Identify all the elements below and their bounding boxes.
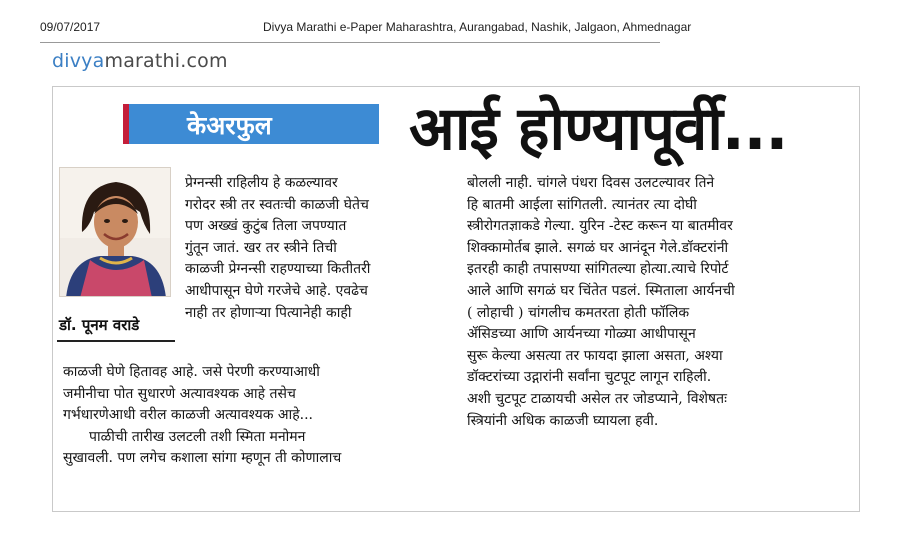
column-1-top <box>185 173 471 324</box>
text-line: हि बातमी आईला सांगितली. त्यानंतर त्या दोघी <box>467 196 697 213</box>
article-headline: आई होण्यापूर्वी... <box>409 94 788 164</box>
text-line: स्त्रियांनी अधिक काळजी घ्यायला हवी. <box>467 412 659 429</box>
text-line: डॉक्टरांच्या उद्गारांनी सर्वांना चुटपूट लागून राहिली. <box>467 369 712 386</box>
text-line: गर्भधारणेआधी वरील काळजी अत्यावश्यक आहे... <box>63 407 314 424</box>
logo-part-marathi: marathi.com <box>104 50 228 72</box>
column-1-bottom <box>63 362 473 470</box>
text-line: बोलली नाही. चांगले पंधरा दिवस उलटल्यावर तिने <box>467 175 715 191</box>
text-line: काळजी प्रेग्नन्सी राहण्याच्या कितीतरी <box>185 261 371 278</box>
text-line: गरोदर स्त्री तर स्वतःची काळजी घेतेच <box>185 196 369 213</box>
text-line: स्त्रीरोगतज्ञाकडे गेल्या. युरिन -टेस्ट करून या बातमीवर <box>467 218 733 235</box>
page-title: Divya Marathi e-Paper Maharashtra, Aurangabad, Nashik, Jalgaon, Ahmednagar <box>263 20 692 34</box>
logo-part-divya: divya <box>52 50 105 72</box>
header-divider <box>40 42 660 43</box>
article-clipping <box>52 86 860 512</box>
text-line: ॲसिडच्या आणि आर्यनच्या गोळ्या आधीपासून <box>467 326 696 343</box>
author-portrait-image <box>60 168 171 297</box>
epaper-header <box>0 0 904 40</box>
text-line: पाळीची तारीख उलटली तशी स्मिता मनोमन <box>89 428 306 445</box>
text-line: गुंतून जातं. खर तर स्त्रीने तिची <box>185 239 337 256</box>
text-line: नाही तर होणाऱ्या पित्यानेही काही <box>185 304 352 321</box>
text-line: शिक्कामोर्तब झाले. सगळं घर आनंदून गेले.डॉक्टरांनी <box>467 239 729 256</box>
text-line: इतरही काही तपासण्या सांगितल्या होत्या.त्याचे रिपोर्ट <box>467 261 729 278</box>
column-2 <box>467 173 861 432</box>
page-date: 09/07/2017 <box>40 20 101 34</box>
text-line: अशी चुटपूट टाळायची असेल तर जोडप्याने, विशेषतः <box>467 390 727 407</box>
category-banner <box>123 104 379 144</box>
text-line: जमीनीचा पोत सुधारणे अत्यावश्यक आहे तसेच <box>63 385 296 402</box>
author-underline <box>57 340 175 342</box>
text-line: पण अख्खं कुटुंब तिला जपण्यात <box>185 218 347 235</box>
text-line: प्रेग्नन्सी राहिलीय हे कळल्यावर <box>185 175 338 191</box>
text-line: ( लोहाची ) चांगलीच कमतरता होती फॉलिक <box>467 304 690 321</box>
category-label: केअरफुल <box>187 111 272 140</box>
text-line: काळजी घेणे हितावह आहे. जसे पेरणी करण्याआधी <box>63 364 320 380</box>
text-line: आधीपासून घेणे गरजेचे आहे. एवढेच <box>185 282 368 299</box>
text-line: सुरू केल्या असत्या तर फायदा झाला असता, अश्या <box>467 347 723 364</box>
text-line: आले आणि सगळं घर चिंतेत पडलं. स्मिताला आर्यनची <box>467 282 735 299</box>
text-line: सुखावली. पण लगेच कशाला सांगा म्हणून ती कोणालाच <box>63 450 342 467</box>
divyamarathi-logo[interactable] <box>52 50 228 72</box>
author-photo <box>59 167 171 297</box>
author-name: डॉ. पूनम वराडे <box>59 316 140 334</box>
